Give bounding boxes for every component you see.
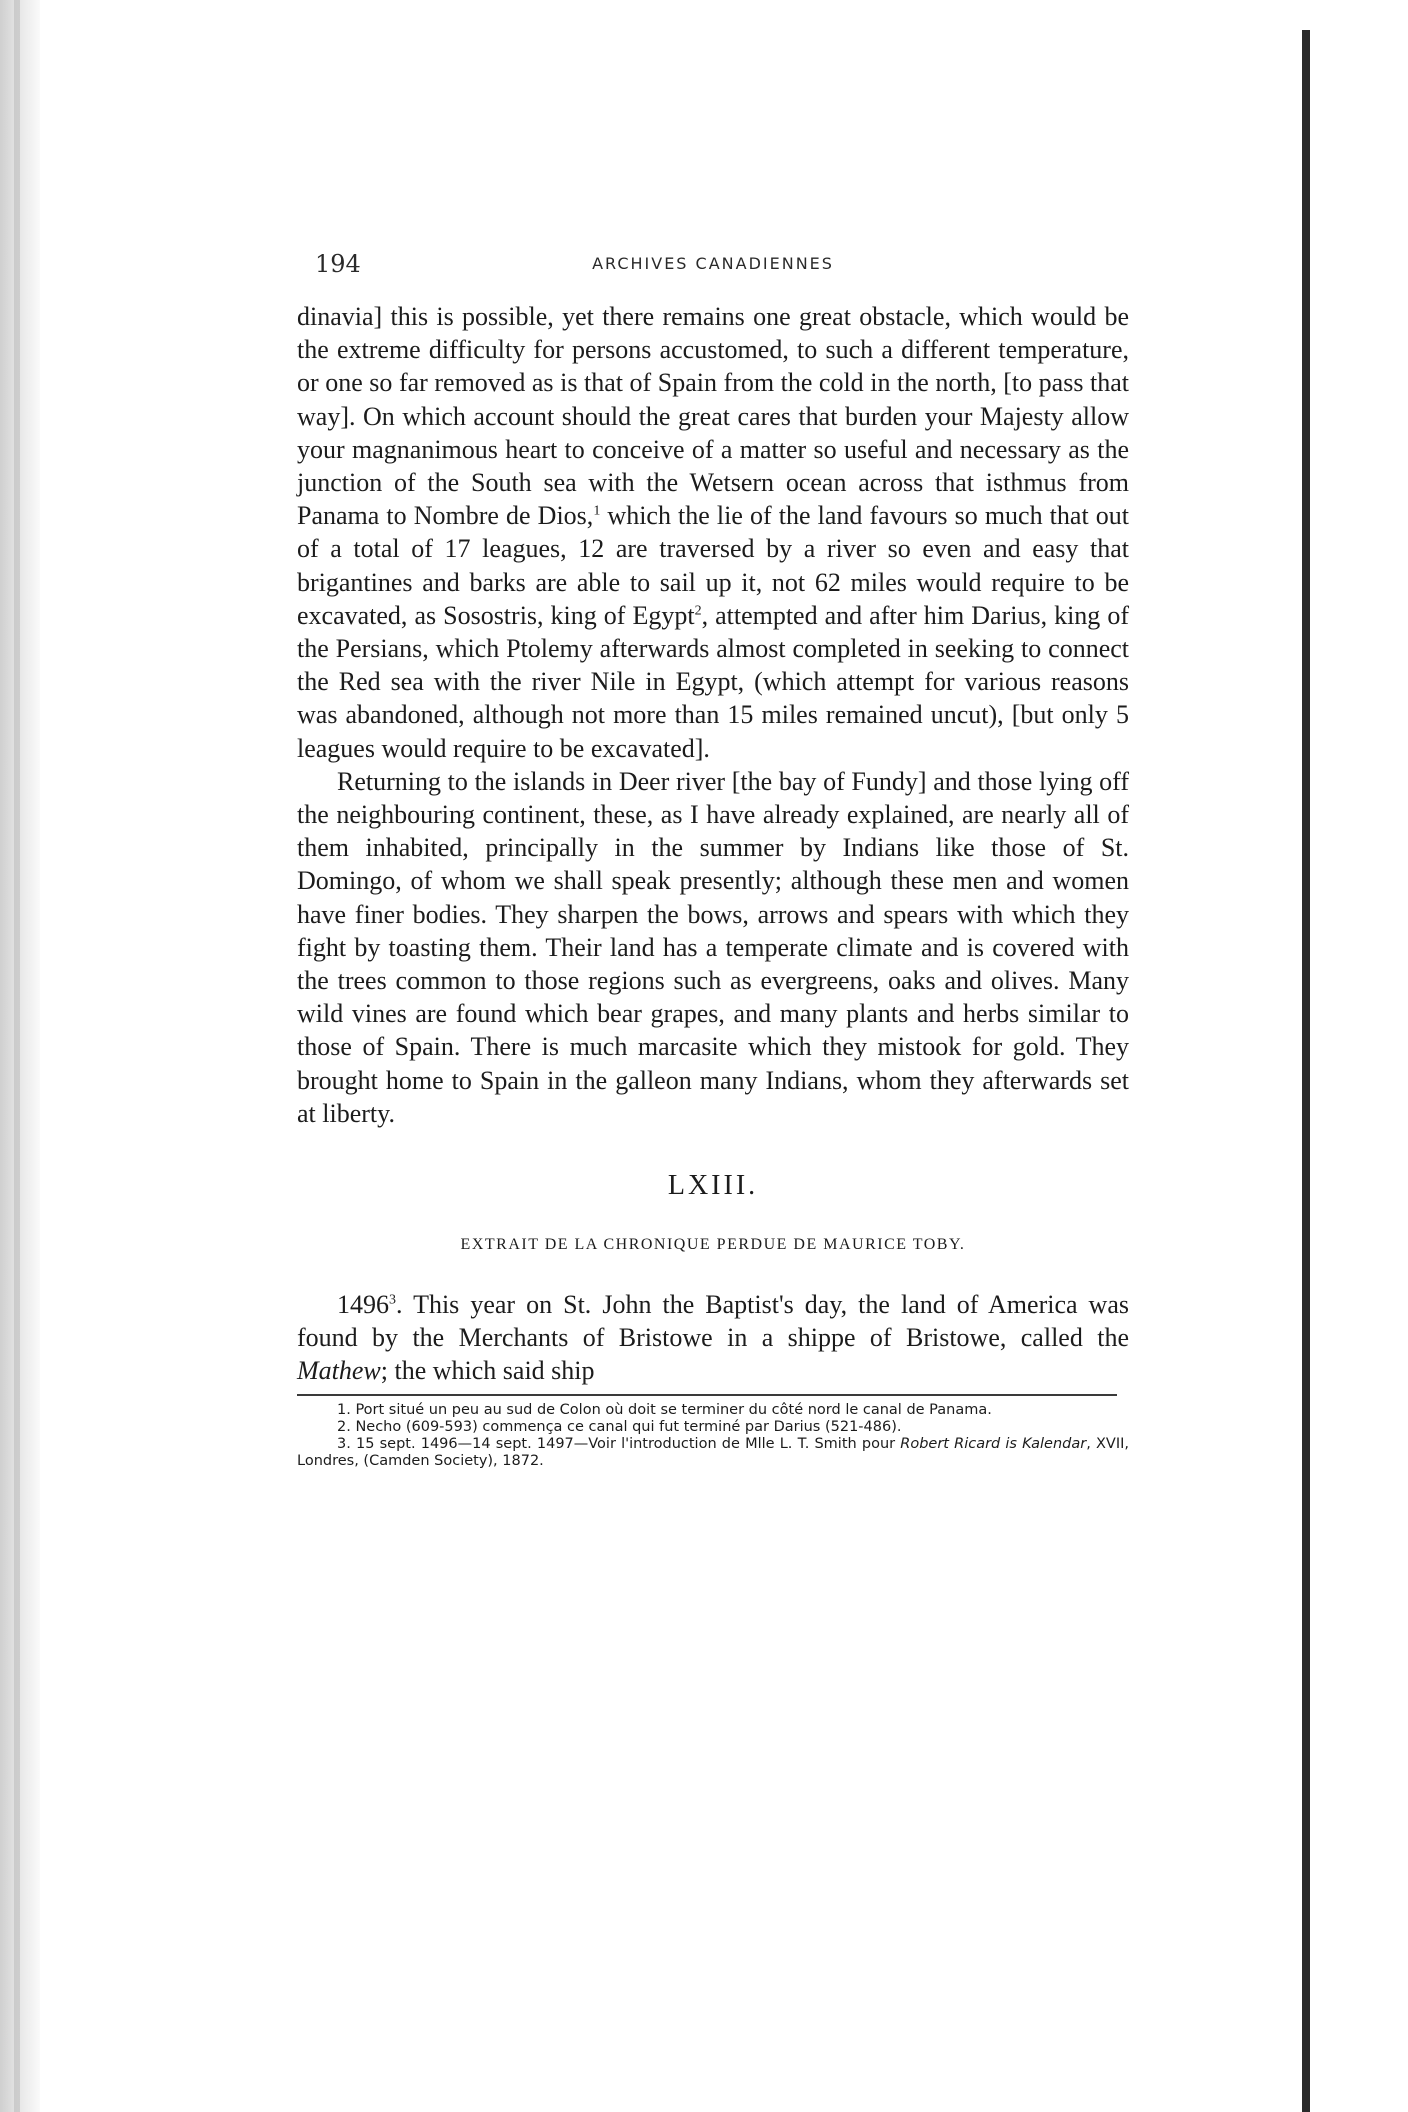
section-title: EXTRAIT DE LA CHRONIQUE PERDUE DE MAURICE TOBY. (460, 1236, 966, 1254)
footnote-ref-3: 3 (389, 1292, 396, 1308)
footnote-ref-2: 2 (694, 603, 702, 619)
footnote-ref-1: 1 (593, 503, 601, 519)
document-page (297, 240, 1129, 1470)
paragraph-text: which the lie of the land favours so much that out of a total of 17 leagues, 12 are traversed by a river so even and easy that brigantines and barks are able to sail up it, not 62 miles would require to be excavated, as Sosostris, king of Egypt (297, 501, 1130, 630)
entry-text: ; the which said ship (380, 1356, 595, 1386)
section-number: LXIII. (667, 1170, 759, 1202)
ship-name: Mathew (297, 1356, 381, 1386)
footnote-text: 1. Port situé un peu au sud de Colon où doit se terminer du côté nord le canal de Panama. (337, 1401, 992, 1418)
page-number: 194 (315, 250, 361, 278)
footnote-2 (297, 1419, 1129, 1436)
scan-right-margin (1310, 0, 1408, 2112)
footnote-1 (297, 1402, 1129, 1419)
scan-right-page-edge (1302, 30, 1310, 2112)
body-paragraph-continued (297, 300, 1129, 765)
footnote-divider (297, 1394, 1117, 1396)
paragraph-text: , attempted and after him Darius, king of the Persians, which Ptolemy afterwards almost completed in seeking to connect the Red sea with the river Nile in Egypt, (which attempt for various reasons was abandoned, although not more than 15 miles remained uncut), [but only 5 leagues would require to be excavated]. (297, 600, 1129, 763)
body-paragraph: Returning to the islands in Deer river [the bay of Fundy] and those lying off the neighbouring continent, these, as I have already explained, are nearly all of them inhabited, principally in the summer by Indians like those of St. Domingo, of whom we shall speak presently; although these men and women have finer bodies. They sharpen the bows, arrows and spears with which they fight by toasting them. Their land has a temperate climate and is covered with the trees common to those regions such as evergreens, oaks and olives. Many wild vines are found which bear grapes, and many plants and herbs similar to those of Spain. There is much marcasite which they mistook for gold. They brought home to Spain in the galleon many Indians, whom they afterwards set at liberty. (297, 766, 1129, 1128)
running-header-title: ARCHIVES CANADIENNES (592, 254, 834, 273)
scan-left-edge (0, 0, 40, 2112)
running-header (297, 240, 1129, 280)
footnote-3 (297, 1436, 1129, 1470)
scan-binding-shadow (14, 0, 20, 2112)
entry-year: 1496 (337, 1290, 389, 1320)
footnote-text: 3. 15 sept. 1496—14 sept. 1497—Voir l'introduction de Mlle L. T. Smith pour (337, 1435, 901, 1452)
chronicle-entry (297, 1288, 1129, 1388)
paragraph-text: dinavia] this is possible, yet there remains one great obstacle, which would be the extreme difficulty for persons accustomed, to such a different temperature, or one so far removed as is that of Spain from the cold in the north, [to pass that way]. On which account should the great cares that burden your Majesty allow your magnanimous heart to conceive of a matter so useful and necessary as the junction of the South sea with the Wetsern ocean across that isthmus from Panama to Nombre de Dios, (297, 302, 1129, 531)
footnote-citation-title: Robert Ricard is Kalendar (900, 1435, 1087, 1452)
footnote-text: 2. Necho (609-593) commença ce canal qui fut terminé par Darius (521-486). (337, 1418, 902, 1435)
entry-text: . This year on St. John the Baptist's day, the land of America was found by the Merchants of Bristowe in a shippe of Bristowe, called the (297, 1290, 1129, 1353)
footnote-text: , XVII, Londres, (Camden Society), 1872. (297, 1435, 1129, 1469)
